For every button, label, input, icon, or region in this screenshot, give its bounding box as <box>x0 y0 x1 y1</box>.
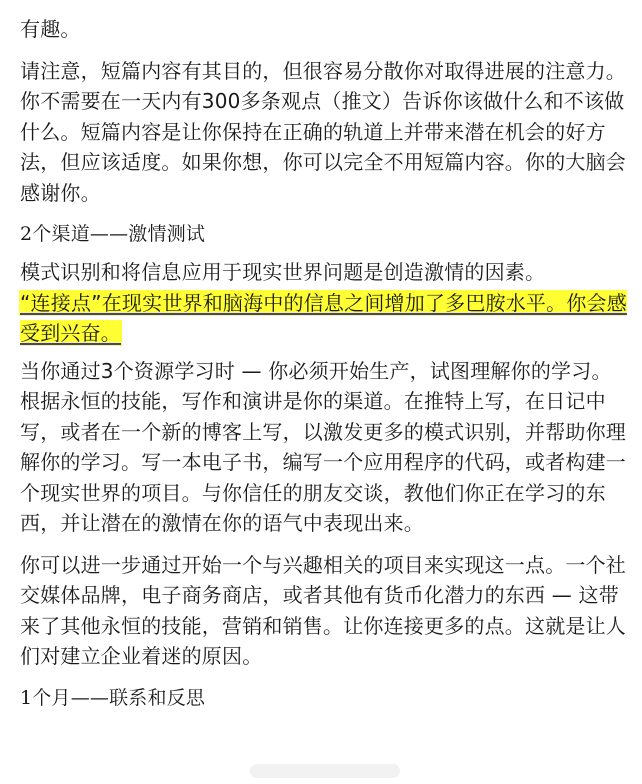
project-paragraph: 你可以进一步通过开始一个与兴趣相关的项目来实现这一点。一个社交媒体品牌，电子商务商店，或者其他有货币化潜力的东西 — 这带来了其他永恒的技能，营销和销售。让你连接更多的点。这就是让人们对建立企业着迷的原因。 <box>20 552 626 668</box>
short-content-paragraph: 请注意，短篇内容有其目的，但很容易分散你对取得进展的注意力。你不需要在一天内有300多条观点（推文）告诉你该做什么和不该做什么。短篇内容是让你保持在正确的轨道上并带来潜在机会的好方法，但应该适度。如果你想，你可以完全不用短篇内容。你的大脑会感谢你。 <box>20 58 626 205</box>
passion-text: 模式识别和将信息应用于现实世界问题是创造激情的因素。 <box>20 260 546 284</box>
watermark-bar <box>250 764 400 778</box>
section-heading-2-channels: 2个渠道——激情测试 <box>20 223 206 245</box>
learning-paragraph: 当你通过3个资源学习时 — 你必须开始生产，试图理解你的学习。根据永恒的技能，写作和演讲是你的渠道。在推特上写，在日记中写，或者在一个新的博客上写，以激发更多的模式识别，并帮助你理解你的学习。写一本电子书，编写一个应用程序的代码，或者构建一个现实世界的项目。与你信任的朋友交谈，教他们你正在学习的东西，并让潜在的激情在你的语气中表现出来。 <box>20 358 626 535</box>
intro-fragment: 有趣。 <box>20 17 81 41</box>
highlighted-quote: “连接点”在现实世界和脑海中的信息之间增加了多巴胺水平。你会感受到兴奋。 <box>20 290 627 345</box>
section-heading-1-month: 1个月——联系和反思 <box>20 686 206 709</box>
passion-paragraph <box>20 257 628 349</box>
